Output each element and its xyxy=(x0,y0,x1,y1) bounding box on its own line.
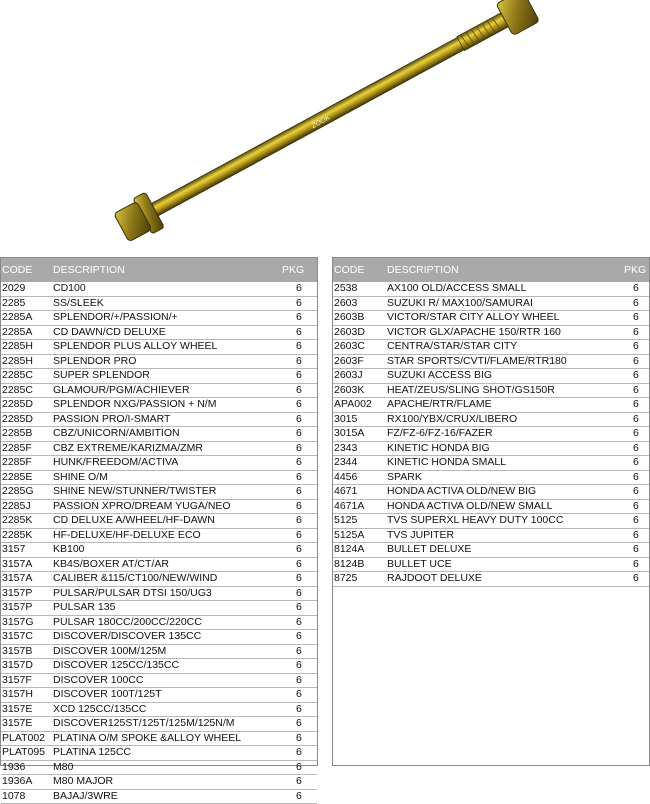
table-row xyxy=(1,340,317,355)
description-cell: CALIBER &115/CT100/NEW/WIND xyxy=(53,572,217,585)
table-row xyxy=(1,500,317,515)
code-cell: APA002 xyxy=(334,398,372,411)
table-row xyxy=(1,703,317,718)
description-cell: CBZ/UNICORN/AMBITION xyxy=(53,427,180,440)
table-row xyxy=(333,471,649,486)
table-row xyxy=(1,572,317,587)
code-cell: 2285A xyxy=(2,326,32,339)
description-cell: CD DAWN/CD DELUXE xyxy=(53,326,166,339)
pkg-cell: 6 xyxy=(296,471,302,484)
description-cell: SS/SLEEK xyxy=(53,297,104,310)
description-cell: HUNK/FREEDOM/ACTIVA xyxy=(53,456,178,469)
description-cell: HONDA ACTIVA OLD/NEW BIG xyxy=(387,485,536,498)
table-row xyxy=(333,340,649,355)
code-cell: 2285A xyxy=(2,311,32,324)
pkg-cell: 6 xyxy=(296,601,302,614)
table-row xyxy=(1,601,317,616)
description-cell: STAR SPORTS/CVTI/FLAME/RTR180 xyxy=(387,355,567,368)
pkg-cell: 6 xyxy=(296,732,302,745)
pkg-cell: 6 xyxy=(633,369,639,382)
header-description: DESCRIPTION xyxy=(387,264,459,276)
description-cell: PULSAR 135 xyxy=(53,601,115,614)
header-description: DESCRIPTION xyxy=(53,264,125,276)
code-cell: 3157 xyxy=(2,543,25,556)
description-cell: DISCOVER 100T/125T xyxy=(53,688,162,701)
table-row xyxy=(333,427,649,442)
table-row xyxy=(1,717,317,732)
pkg-cell: 6 xyxy=(296,717,302,730)
pkg-cell: 6 xyxy=(633,427,639,440)
table-row xyxy=(333,282,649,297)
description-cell: PASSION XPRO/DREAM YUGA/NEO xyxy=(53,500,231,513)
pkg-cell: 6 xyxy=(296,529,302,542)
table-row xyxy=(333,485,649,500)
description-cell: VICTOR GLX/APACHE 150/RTR 160 xyxy=(387,326,561,339)
code-cell: 3157A xyxy=(2,558,32,571)
code-cell: 3157B xyxy=(2,645,32,658)
code-table-left xyxy=(0,257,318,766)
pkg-cell: 6 xyxy=(633,282,639,295)
pkg-cell: 6 xyxy=(296,311,302,324)
code-cell: 3157A xyxy=(2,572,32,585)
code-table-right xyxy=(332,257,650,766)
table-header xyxy=(333,258,649,282)
description-cell: SPLENDOR PLUS ALLOY WHEEL xyxy=(53,340,217,353)
table-body xyxy=(1,282,317,804)
pkg-cell: 6 xyxy=(633,500,639,513)
description-cell: SPLENDOR PRO xyxy=(53,355,136,368)
code-cell: 3157G xyxy=(2,616,34,629)
code-cell: 2285J xyxy=(2,500,31,513)
pkg-cell: 6 xyxy=(296,326,302,339)
table-row xyxy=(1,732,317,747)
description-cell: TVS JUPITER xyxy=(387,529,454,542)
code-cell: 3015 xyxy=(334,413,357,426)
pkg-cell: 6 xyxy=(296,427,302,440)
code-cell: 5125A xyxy=(334,529,364,542)
code-cell: 2603F xyxy=(334,355,364,368)
code-cell: 2285F xyxy=(2,456,32,469)
table-row xyxy=(333,572,649,587)
pkg-cell: 6 xyxy=(633,572,639,585)
description-cell: DISCOVER 100M/125M xyxy=(53,645,166,658)
description-cell: SPLENDOR/+/PASSION/+ xyxy=(53,311,178,324)
pkg-cell: 6 xyxy=(296,340,302,353)
pkg-cell: 6 xyxy=(296,587,302,600)
code-cell: 2603K xyxy=(334,384,364,397)
code-cell: 3157C xyxy=(2,630,33,643)
description-cell: SHINE O/M xyxy=(53,471,108,484)
code-cell: 2603J xyxy=(334,369,363,382)
description-cell: HF-DELUXE/HF-DELUXE ECO xyxy=(53,529,201,542)
description-cell: TVS SUPERXL HEAVY DUTY 100CC xyxy=(387,514,563,527)
code-cell: 1936A xyxy=(2,775,32,788)
table-row xyxy=(1,369,317,384)
description-cell: GLAMOUR/PGM/ACHIEVER xyxy=(53,384,190,397)
code-cell: 2603D xyxy=(334,326,365,339)
code-cell: 2285H xyxy=(2,340,33,353)
code-cell: 4671 xyxy=(334,485,357,498)
header-code: CODE xyxy=(334,264,364,276)
code-cell: 5125 xyxy=(334,514,357,527)
description-cell: PASSION PRO/I-SMART xyxy=(53,413,170,426)
pkg-cell: 6 xyxy=(633,558,639,571)
pkg-cell: 6 xyxy=(633,355,639,368)
table-row xyxy=(333,369,649,384)
description-cell: CD DELUXE A/WHEEL/HF-DAWN xyxy=(53,514,215,527)
description-cell: DISCOVER/DISCOVER 135CC xyxy=(53,630,201,643)
table-row xyxy=(1,746,317,761)
code-cell: PLAT002 xyxy=(2,732,45,745)
axle-bolt-image xyxy=(0,0,650,250)
description-cell: PULSAR/PULSAR DTSI 150/UG3 xyxy=(53,587,212,600)
code-cell: 2285K xyxy=(2,514,32,527)
table-row xyxy=(333,384,649,399)
description-cell: AX100 OLD/ACCESS SMALL xyxy=(387,282,526,295)
table-row xyxy=(1,355,317,370)
header-code: CODE xyxy=(2,264,32,276)
code-cell: 2285C xyxy=(2,369,33,382)
pkg-cell: 6 xyxy=(633,297,639,310)
description-cell: HEAT/ZEUS/SLING SHOT/GS150R xyxy=(387,384,555,397)
table-row xyxy=(1,384,317,399)
pkg-cell: 6 xyxy=(633,543,639,556)
description-cell: SPARK xyxy=(387,471,422,484)
pkg-cell: 6 xyxy=(633,311,639,324)
code-cell: 8124A xyxy=(334,543,364,556)
description-cell: PLATINA 125CC xyxy=(53,746,131,759)
description-cell: KB4S/BOXER AT/CT/AR xyxy=(53,558,169,571)
table-row xyxy=(1,326,317,341)
pkg-cell: 6 xyxy=(296,572,302,585)
description-cell: M80 xyxy=(53,761,73,774)
pkg-cell: 6 xyxy=(296,558,302,571)
code-cell: 3157P xyxy=(2,601,32,614)
code-cell: 2285D xyxy=(2,398,33,411)
pkg-cell: 6 xyxy=(633,485,639,498)
description-cell: CD100 xyxy=(53,282,86,295)
table-row xyxy=(1,558,317,573)
table-row xyxy=(1,587,317,602)
code-cell: 3157E xyxy=(2,717,32,730)
table-row xyxy=(1,659,317,674)
table-row xyxy=(1,398,317,413)
pkg-cell: 6 xyxy=(296,369,302,382)
table-row xyxy=(333,456,649,471)
description-cell: HONDA ACTIVA OLD/NEW SMALL xyxy=(387,500,553,513)
pkg-cell: 6 xyxy=(296,384,302,397)
description-cell: SPLENDOR NXG/PASSION + N/M xyxy=(53,398,216,411)
pkg-cell: 6 xyxy=(296,703,302,716)
description-cell: PULSAR 180CC/200CC/220CC xyxy=(53,616,202,629)
description-cell: KINETIC HONDA BIG xyxy=(387,442,490,455)
table-row xyxy=(1,442,317,457)
table-row xyxy=(1,688,317,703)
table-row xyxy=(333,558,649,573)
table-row xyxy=(1,790,317,804)
pkg-cell: 6 xyxy=(296,688,302,701)
table-header xyxy=(1,258,317,282)
code-cell: 2344 xyxy=(334,456,357,469)
table-row xyxy=(1,311,317,326)
table-row xyxy=(1,471,317,486)
description-cell: DISCOVER125ST/125T/125M/125N/M xyxy=(53,717,235,730)
code-cell: 1936 xyxy=(2,761,25,774)
description-cell: RAJDOOT DELUXE xyxy=(387,572,482,585)
table-row xyxy=(1,297,317,312)
table-row xyxy=(333,413,649,428)
code-cell: 2343 xyxy=(334,442,357,455)
description-cell: KINETIC HONDA SMALL xyxy=(387,456,506,469)
pkg-cell: 6 xyxy=(296,746,302,759)
code-cell: 8725 xyxy=(334,572,357,585)
table-row xyxy=(333,297,649,312)
description-cell: APACHE/RTR/FLAME xyxy=(387,398,492,411)
code-cell: 1078 xyxy=(2,790,25,803)
table-row xyxy=(333,398,649,413)
pkg-cell: 6 xyxy=(296,442,302,455)
table-row xyxy=(1,616,317,631)
pkg-cell: 6 xyxy=(633,514,639,527)
pkg-cell: 6 xyxy=(633,529,639,542)
code-cell: 2603C xyxy=(334,340,365,353)
pkg-cell: 6 xyxy=(633,442,639,455)
pkg-cell: 6 xyxy=(296,485,302,498)
code-cell: 2285B xyxy=(2,427,32,440)
table-row xyxy=(333,500,649,515)
pkg-cell: 6 xyxy=(296,500,302,513)
table-row xyxy=(1,543,317,558)
pkg-cell: 6 xyxy=(296,282,302,295)
pkg-cell: 6 xyxy=(633,326,639,339)
table-row xyxy=(333,442,649,457)
code-cell: 2603 xyxy=(334,297,357,310)
pkg-cell: 6 xyxy=(296,297,302,310)
table-row xyxy=(1,514,317,529)
description-cell: FZ/FZ-6/FZ-16/FAZER xyxy=(387,427,493,440)
pkg-cell: 6 xyxy=(296,355,302,368)
code-cell: 2029 xyxy=(2,282,25,295)
pkg-cell: 6 xyxy=(296,645,302,658)
table-body xyxy=(333,282,649,587)
pkg-cell: 6 xyxy=(633,398,639,411)
table-row xyxy=(1,630,317,645)
table-row xyxy=(333,326,649,341)
code-cell: 3157P xyxy=(2,587,32,600)
code-cell: 8124B xyxy=(334,558,364,571)
code-cell: 3015A xyxy=(334,427,364,440)
description-cell: KB100 xyxy=(53,543,85,556)
table-row xyxy=(333,529,649,544)
table-row xyxy=(1,282,317,297)
table-row xyxy=(1,775,317,790)
description-cell: DISCOVER 125CC/135CC xyxy=(53,659,179,672)
table-row xyxy=(333,311,649,326)
code-cell: 4456 xyxy=(334,471,357,484)
code-cell: 2603B xyxy=(334,311,364,324)
description-cell: CBZ EXTREME/KARIZMA/ZMR xyxy=(53,442,203,455)
code-cell: 4671A xyxy=(334,500,364,513)
table-row xyxy=(333,543,649,558)
code-cell: 2285C xyxy=(2,384,33,397)
code-cell: 2285H xyxy=(2,355,33,368)
table-row xyxy=(1,427,317,442)
pkg-cell: 6 xyxy=(296,761,302,774)
description-cell: VICTOR/STAR CITY ALLOY WHEEL xyxy=(387,311,560,324)
description-cell: RX100/YBX/CRUX/LIBERO xyxy=(387,413,517,426)
pkg-cell: 6 xyxy=(633,471,639,484)
table-row xyxy=(1,761,317,776)
pkg-cell: 6 xyxy=(633,384,639,397)
pkg-cell: 6 xyxy=(296,630,302,643)
code-cell: 2285G xyxy=(2,485,34,498)
code-cell: 3157F xyxy=(2,674,32,687)
description-cell: BAJAJ/3WRE xyxy=(53,790,118,803)
pkg-cell: 6 xyxy=(633,456,639,469)
pkg-cell: 6 xyxy=(633,340,639,353)
header-pkg: PKG xyxy=(282,264,304,276)
code-cell: 2285F xyxy=(2,442,32,455)
pkg-cell: 6 xyxy=(296,543,302,556)
description-cell: SUZUKI ACCESS BIG xyxy=(387,369,492,382)
pkg-cell: 6 xyxy=(633,413,639,426)
code-cell: 3157E xyxy=(2,703,32,716)
pkg-cell: 6 xyxy=(296,413,302,426)
code-cell: 2285 xyxy=(2,297,25,310)
table-row xyxy=(333,355,649,370)
description-cell: BULLET DELUXE xyxy=(387,543,471,556)
pkg-cell: 6 xyxy=(296,790,302,803)
pkg-cell: 6 xyxy=(296,674,302,687)
table-row xyxy=(1,413,317,428)
code-cell: 3157H xyxy=(2,688,33,701)
description-cell: PLATINA O/M SPOKE &ALLOY WHEEL xyxy=(53,732,241,745)
table-row xyxy=(1,485,317,500)
pkg-cell: 6 xyxy=(296,775,302,788)
description-cell: XCD 125CC/135CC xyxy=(53,703,146,716)
code-cell: 2285K xyxy=(2,529,32,542)
header-pkg: PKG xyxy=(624,264,646,276)
table-row xyxy=(1,456,317,471)
description-cell: CENTRA/STAR/STAR CITY xyxy=(387,340,517,353)
code-cell: 2285E xyxy=(2,471,32,484)
pkg-cell: 6 xyxy=(296,659,302,672)
code-cell: PLAT095 xyxy=(2,746,45,759)
table-row xyxy=(333,514,649,529)
description-cell: SUZUKI R/ MAX100/SAMURAI xyxy=(387,297,533,310)
code-cell: 3157D xyxy=(2,659,33,672)
svg-text:ZOOK: ZOOK xyxy=(310,114,332,130)
description-cell: M80 MAJOR xyxy=(53,775,113,788)
pkg-cell: 6 xyxy=(296,514,302,527)
table-row xyxy=(1,674,317,689)
description-cell: DISCOVER 100CC xyxy=(53,674,143,687)
pkg-cell: 6 xyxy=(296,616,302,629)
code-cell: 2538 xyxy=(334,282,357,295)
table-row xyxy=(1,645,317,660)
code-cell: 2285D xyxy=(2,413,33,426)
table-row xyxy=(1,529,317,544)
pkg-cell: 6 xyxy=(296,456,302,469)
description-cell: BULLET UCE xyxy=(387,558,452,571)
pkg-cell: 6 xyxy=(296,398,302,411)
description-cell: SUPER SPLENDOR xyxy=(53,369,150,382)
description-cell: SHINE NEW/STUNNER/TWISTER xyxy=(53,485,216,498)
